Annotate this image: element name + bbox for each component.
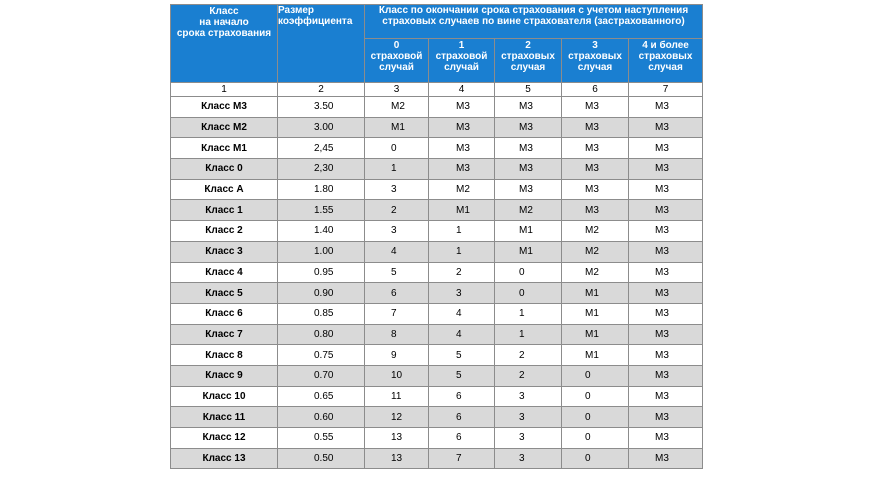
table-row bbox=[171, 386, 703, 407]
result-0-cell: 3 bbox=[365, 221, 429, 242]
result-1-cell: М2 bbox=[429, 179, 495, 200]
result-2-cell: 3 bbox=[495, 448, 562, 469]
result-2-cell: М3 bbox=[495, 138, 562, 159]
table-row bbox=[171, 221, 703, 242]
class-cell: Класс 5 bbox=[171, 283, 278, 304]
table-row bbox=[171, 179, 703, 200]
table-body bbox=[171, 83, 703, 469]
coefficient-cell: 1.40 bbox=[278, 221, 365, 242]
result-1-cell: М3 bbox=[429, 138, 495, 159]
result-0-cell: 10 bbox=[365, 365, 429, 386]
header-class-start: Класс на начало срока страхования bbox=[171, 5, 278, 83]
coefficient-cell: 0.65 bbox=[278, 386, 365, 407]
coefficient-cell: 3.00 bbox=[278, 117, 365, 138]
result-3-cell: 0 bbox=[562, 428, 629, 449]
class-cell: Класс 12 bbox=[171, 428, 278, 449]
result-2-cell: 1 bbox=[495, 324, 562, 345]
coefficient-cell: 1.00 bbox=[278, 241, 365, 262]
class-cell: Класс 10 bbox=[171, 386, 278, 407]
result-0-cell: 9 bbox=[365, 345, 429, 366]
class-cell: Класс М3 bbox=[171, 97, 278, 118]
coefficient-cell: 1.80 bbox=[278, 179, 365, 200]
result-4plus-cell: М3 bbox=[629, 262, 703, 283]
result-3-cell: 0 bbox=[562, 365, 629, 386]
result-4plus-cell: М3 bbox=[629, 303, 703, 324]
result-3-cell: 0 bbox=[562, 448, 629, 469]
result-4plus-cell: М3 bbox=[629, 448, 703, 469]
class-cell: Класс 9 bbox=[171, 365, 278, 386]
table-row bbox=[171, 448, 703, 469]
result-1-cell: 2 bbox=[429, 262, 495, 283]
result-0-cell: 11 bbox=[365, 386, 429, 407]
result-0-cell: 13 bbox=[365, 448, 429, 469]
result-3-cell: М3 bbox=[562, 117, 629, 138]
result-1-cell: 4 bbox=[429, 303, 495, 324]
result-2-cell: 3 bbox=[495, 428, 562, 449]
result-2-cell: 2 bbox=[495, 365, 562, 386]
result-3-cell: М3 bbox=[562, 97, 629, 118]
result-4plus-cell: М3 bbox=[629, 241, 703, 262]
result-1-cell: 6 bbox=[429, 407, 495, 428]
coefficient-cell: 0.80 bbox=[278, 324, 365, 345]
result-0-cell: М2 bbox=[365, 97, 429, 118]
result-0-cell: 13 bbox=[365, 428, 429, 449]
result-4plus-cell: М3 bbox=[629, 428, 703, 449]
result-3-cell: М1 bbox=[562, 303, 629, 324]
result-1-cell: 7 bbox=[429, 448, 495, 469]
result-1-cell: М3 bbox=[429, 97, 495, 118]
table-row bbox=[171, 407, 703, 428]
table-row bbox=[171, 283, 703, 304]
column-number: 5 bbox=[495, 83, 562, 97]
coefficient-cell: 1.55 bbox=[278, 200, 365, 221]
header-sub-2: 2 страховых случая bbox=[495, 39, 562, 83]
result-4plus-cell: М3 bbox=[629, 365, 703, 386]
result-0-cell: 1 bbox=[365, 159, 429, 180]
class-cell: Класс 7 bbox=[171, 324, 278, 345]
coefficient-cell: 0.85 bbox=[278, 303, 365, 324]
result-4plus-cell: М3 bbox=[629, 283, 703, 304]
table-row bbox=[171, 138, 703, 159]
class-cell: Класс 1 bbox=[171, 200, 278, 221]
coefficient-cell: 0.90 bbox=[278, 283, 365, 304]
result-1-cell: 6 bbox=[429, 428, 495, 449]
table-row bbox=[171, 241, 703, 262]
result-2-cell: М1 bbox=[495, 221, 562, 242]
result-2-cell: 0 bbox=[495, 262, 562, 283]
result-4plus-cell: М3 bbox=[629, 138, 703, 159]
result-4plus-cell: М3 bbox=[629, 221, 703, 242]
result-0-cell: 0 bbox=[365, 138, 429, 159]
result-3-cell: 0 bbox=[562, 407, 629, 428]
result-2-cell: М2 bbox=[495, 200, 562, 221]
result-4plus-cell: М3 bbox=[629, 179, 703, 200]
result-0-cell: М1 bbox=[365, 117, 429, 138]
table-row bbox=[171, 345, 703, 366]
result-0-cell: 12 bbox=[365, 407, 429, 428]
header-sub-3: 3 страховых случая bbox=[562, 39, 629, 83]
class-cell: Класс А bbox=[171, 179, 278, 200]
column-number: 3 bbox=[365, 83, 429, 97]
class-cell: Класс М2 bbox=[171, 117, 278, 138]
class-cell: Класс 11 bbox=[171, 407, 278, 428]
result-3-cell: М1 bbox=[562, 324, 629, 345]
column-number: 4 bbox=[429, 83, 495, 97]
table-row bbox=[171, 303, 703, 324]
result-4plus-cell: М3 bbox=[629, 97, 703, 118]
coefficient-cell: 0.55 bbox=[278, 428, 365, 449]
result-3-cell: М3 bbox=[562, 179, 629, 200]
result-1-cell: М1 bbox=[429, 200, 495, 221]
result-0-cell: 8 bbox=[365, 324, 429, 345]
result-2-cell: М1 bbox=[495, 241, 562, 262]
table-row bbox=[171, 365, 703, 386]
result-3-cell: М3 bbox=[562, 200, 629, 221]
result-2-cell: 1 bbox=[495, 303, 562, 324]
result-1-cell: 5 bbox=[429, 345, 495, 366]
result-1-cell: 3 bbox=[429, 283, 495, 304]
result-0-cell: 6 bbox=[365, 283, 429, 304]
result-2-cell: 2 bbox=[495, 345, 562, 366]
table-row bbox=[171, 159, 703, 180]
coefficient-cell: 0.75 bbox=[278, 345, 365, 366]
result-3-cell: М3 bbox=[562, 138, 629, 159]
header-sub-0: 0 страховой случай bbox=[365, 39, 429, 83]
result-4plus-cell: М3 bbox=[629, 345, 703, 366]
class-cell: Класс 6 bbox=[171, 303, 278, 324]
result-0-cell: 4 bbox=[365, 241, 429, 262]
result-3-cell: М1 bbox=[562, 345, 629, 366]
result-2-cell: М3 bbox=[495, 97, 562, 118]
result-2-cell: 3 bbox=[495, 407, 562, 428]
table-row bbox=[171, 428, 703, 449]
class-cell: Класс 3 bbox=[171, 241, 278, 262]
class-cell: Класс 2 bbox=[171, 221, 278, 242]
result-3-cell: 0 bbox=[562, 386, 629, 407]
result-1-cell: 1 bbox=[429, 241, 495, 262]
result-4plus-cell: М3 bbox=[629, 200, 703, 221]
class-cell: Класс 0 bbox=[171, 159, 278, 180]
class-cell: Класс 4 bbox=[171, 262, 278, 283]
result-2-cell: М3 bbox=[495, 179, 562, 200]
result-1-cell: М3 bbox=[429, 159, 495, 180]
table-row bbox=[171, 262, 703, 283]
result-2-cell: М3 bbox=[495, 159, 562, 180]
result-3-cell: М2 bbox=[562, 262, 629, 283]
header-coefficient: Размер коэффициента bbox=[278, 5, 365, 83]
coefficient-cell: 0.60 bbox=[278, 407, 365, 428]
result-0-cell: 3 bbox=[365, 179, 429, 200]
result-2-cell: 3 bbox=[495, 386, 562, 407]
result-2-cell: М3 bbox=[495, 117, 562, 138]
class-cell: Класс М1 bbox=[171, 138, 278, 159]
result-4plus-cell: М3 bbox=[629, 117, 703, 138]
result-3-cell: М3 bbox=[562, 159, 629, 180]
result-4plus-cell: М3 bbox=[629, 407, 703, 428]
result-3-cell: М2 bbox=[562, 241, 629, 262]
result-1-cell: 1 bbox=[429, 221, 495, 242]
result-3-cell: М2 bbox=[562, 221, 629, 242]
class-cell: Класс 8 bbox=[171, 345, 278, 366]
result-0-cell: 5 bbox=[365, 262, 429, 283]
result-3-cell: М1 bbox=[562, 283, 629, 304]
column-number-row bbox=[171, 83, 703, 97]
column-number: 6 bbox=[562, 83, 629, 97]
result-0-cell: 7 bbox=[365, 303, 429, 324]
table-row bbox=[171, 97, 703, 118]
result-4plus-cell: М3 bbox=[629, 159, 703, 180]
result-0-cell: 2 bbox=[365, 200, 429, 221]
coefficient-cell: 3.50 bbox=[278, 97, 365, 118]
bonus-malus-table bbox=[170, 4, 703, 469]
coefficient-cell: 2,30 bbox=[278, 159, 365, 180]
table-row bbox=[171, 324, 703, 345]
result-4plus-cell: М3 bbox=[629, 324, 703, 345]
result-1-cell: М3 bbox=[429, 117, 495, 138]
coefficient-cell: 0.70 bbox=[278, 365, 365, 386]
table-row bbox=[171, 117, 703, 138]
result-1-cell: 4 bbox=[429, 324, 495, 345]
header-class-end: Класс по окончании срока страхования с учетом наступления страховых случаев по вине страхователя (застрахованного) bbox=[365, 5, 703, 39]
coefficient-cell: 0.95 bbox=[278, 262, 365, 283]
result-2-cell: 0 bbox=[495, 283, 562, 304]
result-1-cell: 6 bbox=[429, 386, 495, 407]
column-number: 2 bbox=[278, 83, 365, 97]
header-sub-1: 1 страховой случай bbox=[429, 39, 495, 83]
coefficient-cell: 0.50 bbox=[278, 448, 365, 469]
column-number: 7 bbox=[629, 83, 703, 97]
column-number: 1 bbox=[171, 83, 278, 97]
result-4plus-cell: М3 bbox=[629, 386, 703, 407]
coefficient-cell: 2,45 bbox=[278, 138, 365, 159]
class-cell: Класс 13 bbox=[171, 448, 278, 469]
table-row bbox=[171, 200, 703, 221]
header-sub-4: 4 и более страховых случая bbox=[629, 39, 703, 83]
result-1-cell: 5 bbox=[429, 365, 495, 386]
